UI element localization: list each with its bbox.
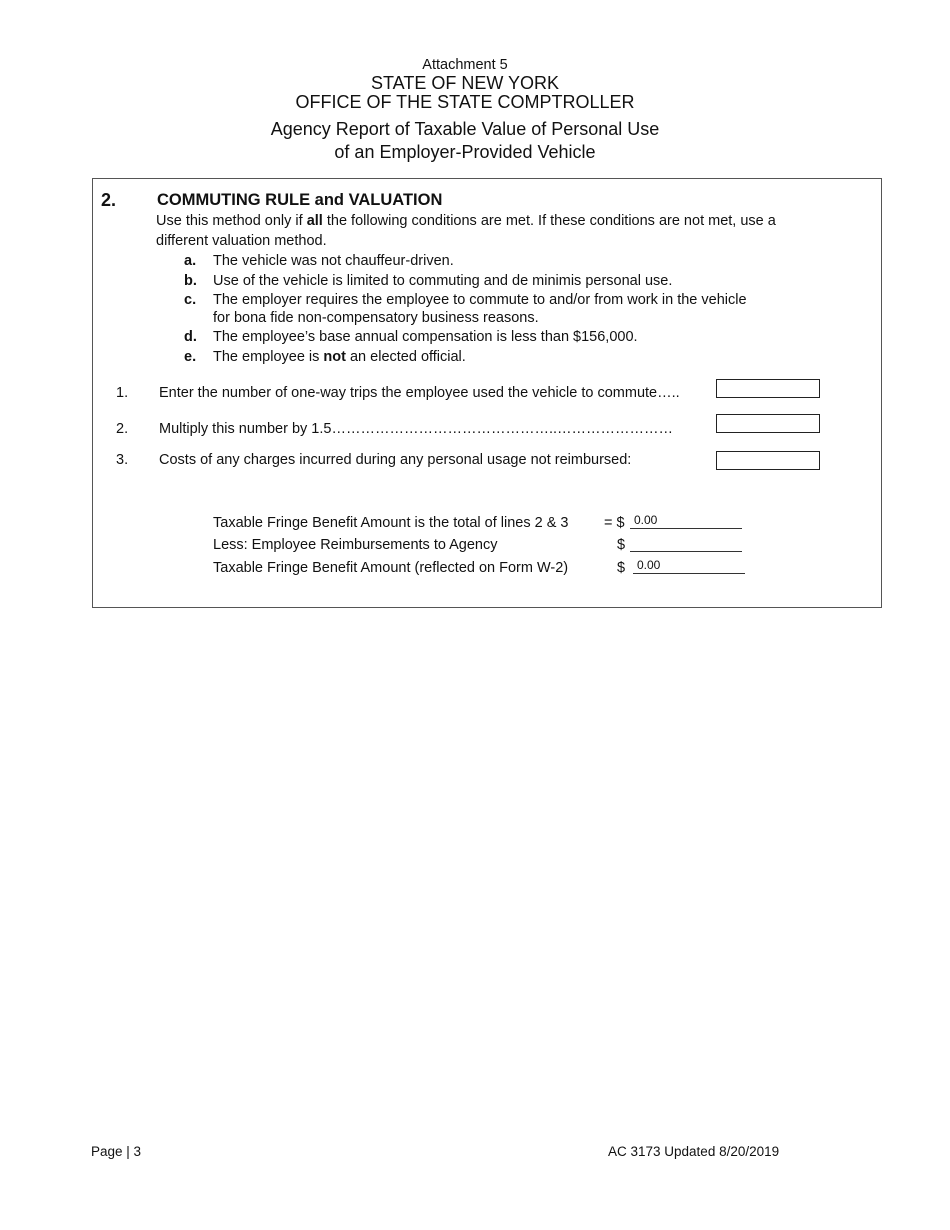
state-heading: STATE OF NEW YORK — [370, 73, 559, 93]
condition-text: The vehicle was not chauffeur-driven. — [213, 253, 454, 269]
intro-text-line2: different valuation method. — [156, 233, 327, 249]
line-number: 1. — [116, 385, 129, 401]
w2-amount-label: Taxable Fringe Benefit Amount (reflected on Form W-2) — [213, 560, 569, 576]
total-sign: = $ — [604, 515, 625, 531]
condition-letter: b. — [184, 273, 197, 289]
condition-letter: a. — [184, 253, 197, 269]
line-number: 2. — [116, 421, 129, 437]
multiplied-value-input[interactable] — [716, 414, 820, 433]
reimbursement-field[interactable] — [630, 536, 742, 552]
form-id: AC 3173 Updated 8/20/2019 — [608, 1144, 780, 1159]
personal-charges-input[interactable] — [716, 451, 820, 470]
condition-letter: d. — [184, 329, 197, 345]
w2-amount-field[interactable]: 0.00 — [633, 558, 745, 574]
condition-text: The employee’s base annual compensation is less than $156,000. — [213, 329, 638, 345]
condition-text: The employee is not an elected official. — [213, 349, 466, 365]
line-1-label: Enter the number of one-way trips the employee used the vehicle to commute….. — [159, 385, 680, 401]
attachment-label: Attachment 5 — [422, 57, 508, 73]
report-title-line2: of an Employer-Provided Vehicle — [334, 142, 596, 162]
condition-letter: e. — [184, 349, 197, 365]
page-number: Page | 3 — [91, 1144, 142, 1159]
condition-text-continued: for bona fide non-compensatory business reasons. — [213, 310, 539, 326]
condition-letter: c. — [184, 292, 197, 308]
condition-text: Use of the vehicle is limited to commuting and de minimis personal use. — [213, 273, 673, 289]
reimbursement-label: Less: Employee Reimbursements to Agency — [213, 537, 498, 553]
line-number: 3. — [116, 452, 129, 468]
trips-input[interactable] — [716, 379, 820, 398]
intro-text: Use this method only if all the following conditions are met. If these conditions are not met, use a — [156, 213, 776, 229]
total-label: Taxable Fringe Benefit Amount is the total of lines 2 & 3 — [213, 515, 569, 531]
report-title-line1: Agency Report of Taxable Value of Personal Use — [270, 119, 660, 139]
reimbursement-sign: $ — [617, 537, 626, 553]
office-heading: OFFICE OF THE STATE COMPTROLLER — [295, 92, 635, 112]
line-2-label: Multiply this number by 1.5………………………………………..…………………… — [159, 421, 674, 437]
condition-text: The employer requires the employee to commute to and/or from work in the vehicle — [213, 292, 747, 308]
line-3-label: Costs of any charges incurred during any personal usage not reimbursed: — [159, 452, 632, 468]
section-number: 2. — [101, 190, 117, 210]
taxable-fringe-total-field[interactable]: 0.00 — [630, 513, 742, 529]
section-title: COMMUTING RULE and VALUATION — [157, 191, 443, 209]
w2-amount-sign: $ — [617, 560, 626, 576]
